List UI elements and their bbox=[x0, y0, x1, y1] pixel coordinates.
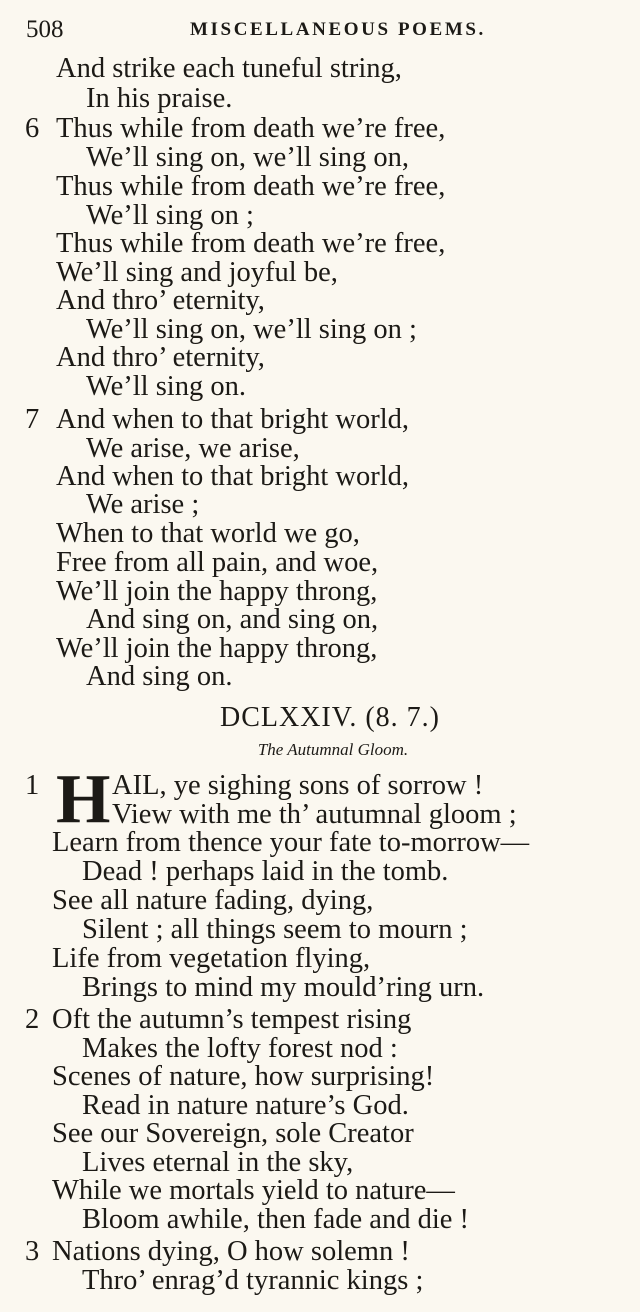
poem-line: Life from vegetation flying, bbox=[52, 943, 371, 974]
running-head: MISCELLANEOUS POEMS. bbox=[190, 19, 486, 40]
poem-line: Free from all pain, and woe, bbox=[56, 547, 379, 578]
poem-line: See all nature fading, dying, bbox=[52, 885, 374, 916]
poem-line: We’ll sing on. bbox=[86, 371, 246, 402]
poem-line: And when to that bright world, bbox=[56, 461, 410, 492]
poem-line: Thro’ enrag’d tyrannic kings ; bbox=[82, 1265, 424, 1296]
poem-line: Nations dying, O how solemn ! bbox=[52, 1236, 410, 1267]
poem-line: Lives eternal in the sky, bbox=[82, 1147, 354, 1178]
poem-line: We’ll join the happy throng, bbox=[56, 576, 378, 607]
poem-line: Read in nature nature’s God. bbox=[82, 1090, 409, 1121]
verse-number: 3 bbox=[25, 1236, 40, 1267]
poem-line: Makes the lofty forest nod : bbox=[82, 1033, 398, 1064]
verse-number: 1 bbox=[25, 770, 40, 801]
hymn-subtitle: The Autumnal Gloom. bbox=[257, 740, 409, 759]
poem-line: When to that world we go, bbox=[56, 518, 360, 549]
poem-line: Dead ! perhaps laid in the tomb. bbox=[82, 856, 449, 887]
poem-line: And thro’ eternity, bbox=[56, 285, 265, 316]
poem-line: In his praise. bbox=[86, 83, 233, 114]
poem-line: Thus while from death we’re free, bbox=[56, 113, 446, 144]
poem-line: Silent ; all things seem to mourn ; bbox=[82, 914, 468, 945]
poem-line: We’ll sing on, we’ll sing on, bbox=[86, 142, 410, 173]
poem-line: Thus while from death we’re free, bbox=[56, 228, 446, 259]
verse-number: 7 bbox=[25, 404, 40, 435]
poem-line: We’ll sing on, we’ll sing on ; bbox=[86, 314, 417, 345]
poem-line: We’ll join the happy throng, bbox=[56, 633, 378, 664]
poem-line: And thro’ eternity, bbox=[56, 342, 265, 373]
poem-line: We arise ; bbox=[86, 489, 200, 520]
hymn-title: DCLXXIV. (8. 7.) bbox=[219, 702, 441, 733]
poem-line: Thus while from death we’re free, bbox=[56, 171, 446, 202]
drop-cap: H bbox=[56, 761, 111, 838]
poem-line: And strike each tuneful string, bbox=[56, 53, 402, 84]
poem-line: We arise, we arise, bbox=[86, 433, 300, 464]
poem-line: Learn from thence your fate to-morrow— bbox=[52, 827, 530, 858]
poem-line: Oft the autumn’s tempest rising bbox=[52, 1004, 412, 1035]
poem-line: Scenes of nature, how surprising! bbox=[52, 1061, 435, 1092]
verse-number: 6 bbox=[25, 113, 40, 144]
poem-line: See our Sovereign, sole Creator bbox=[52, 1118, 414, 1149]
poem-line: And sing on. bbox=[86, 661, 233, 692]
page-number: 508 bbox=[26, 16, 64, 43]
poem-line: And sing on, and sing on, bbox=[86, 604, 379, 635]
poem-line: Brings to mind my mould’ring urn. bbox=[82, 972, 485, 1003]
poem-line: Bloom awhile, then fade and die ! bbox=[82, 1204, 470, 1235]
poem-line: And when to that bright world, bbox=[56, 404, 410, 435]
poem-line: While we mortals yield to nature— bbox=[52, 1175, 455, 1206]
page-header bbox=[26, 16, 620, 46]
verse-number: 2 bbox=[25, 1004, 40, 1035]
poem-line: AIL, ye sighing sons of sorrow ! bbox=[112, 770, 484, 801]
poem-line: View with me th’ autumnal gloom ; bbox=[112, 799, 517, 830]
poem-line: We’ll sing on ; bbox=[86, 200, 254, 231]
poem-line: We’ll sing and joyful be, bbox=[56, 257, 338, 288]
